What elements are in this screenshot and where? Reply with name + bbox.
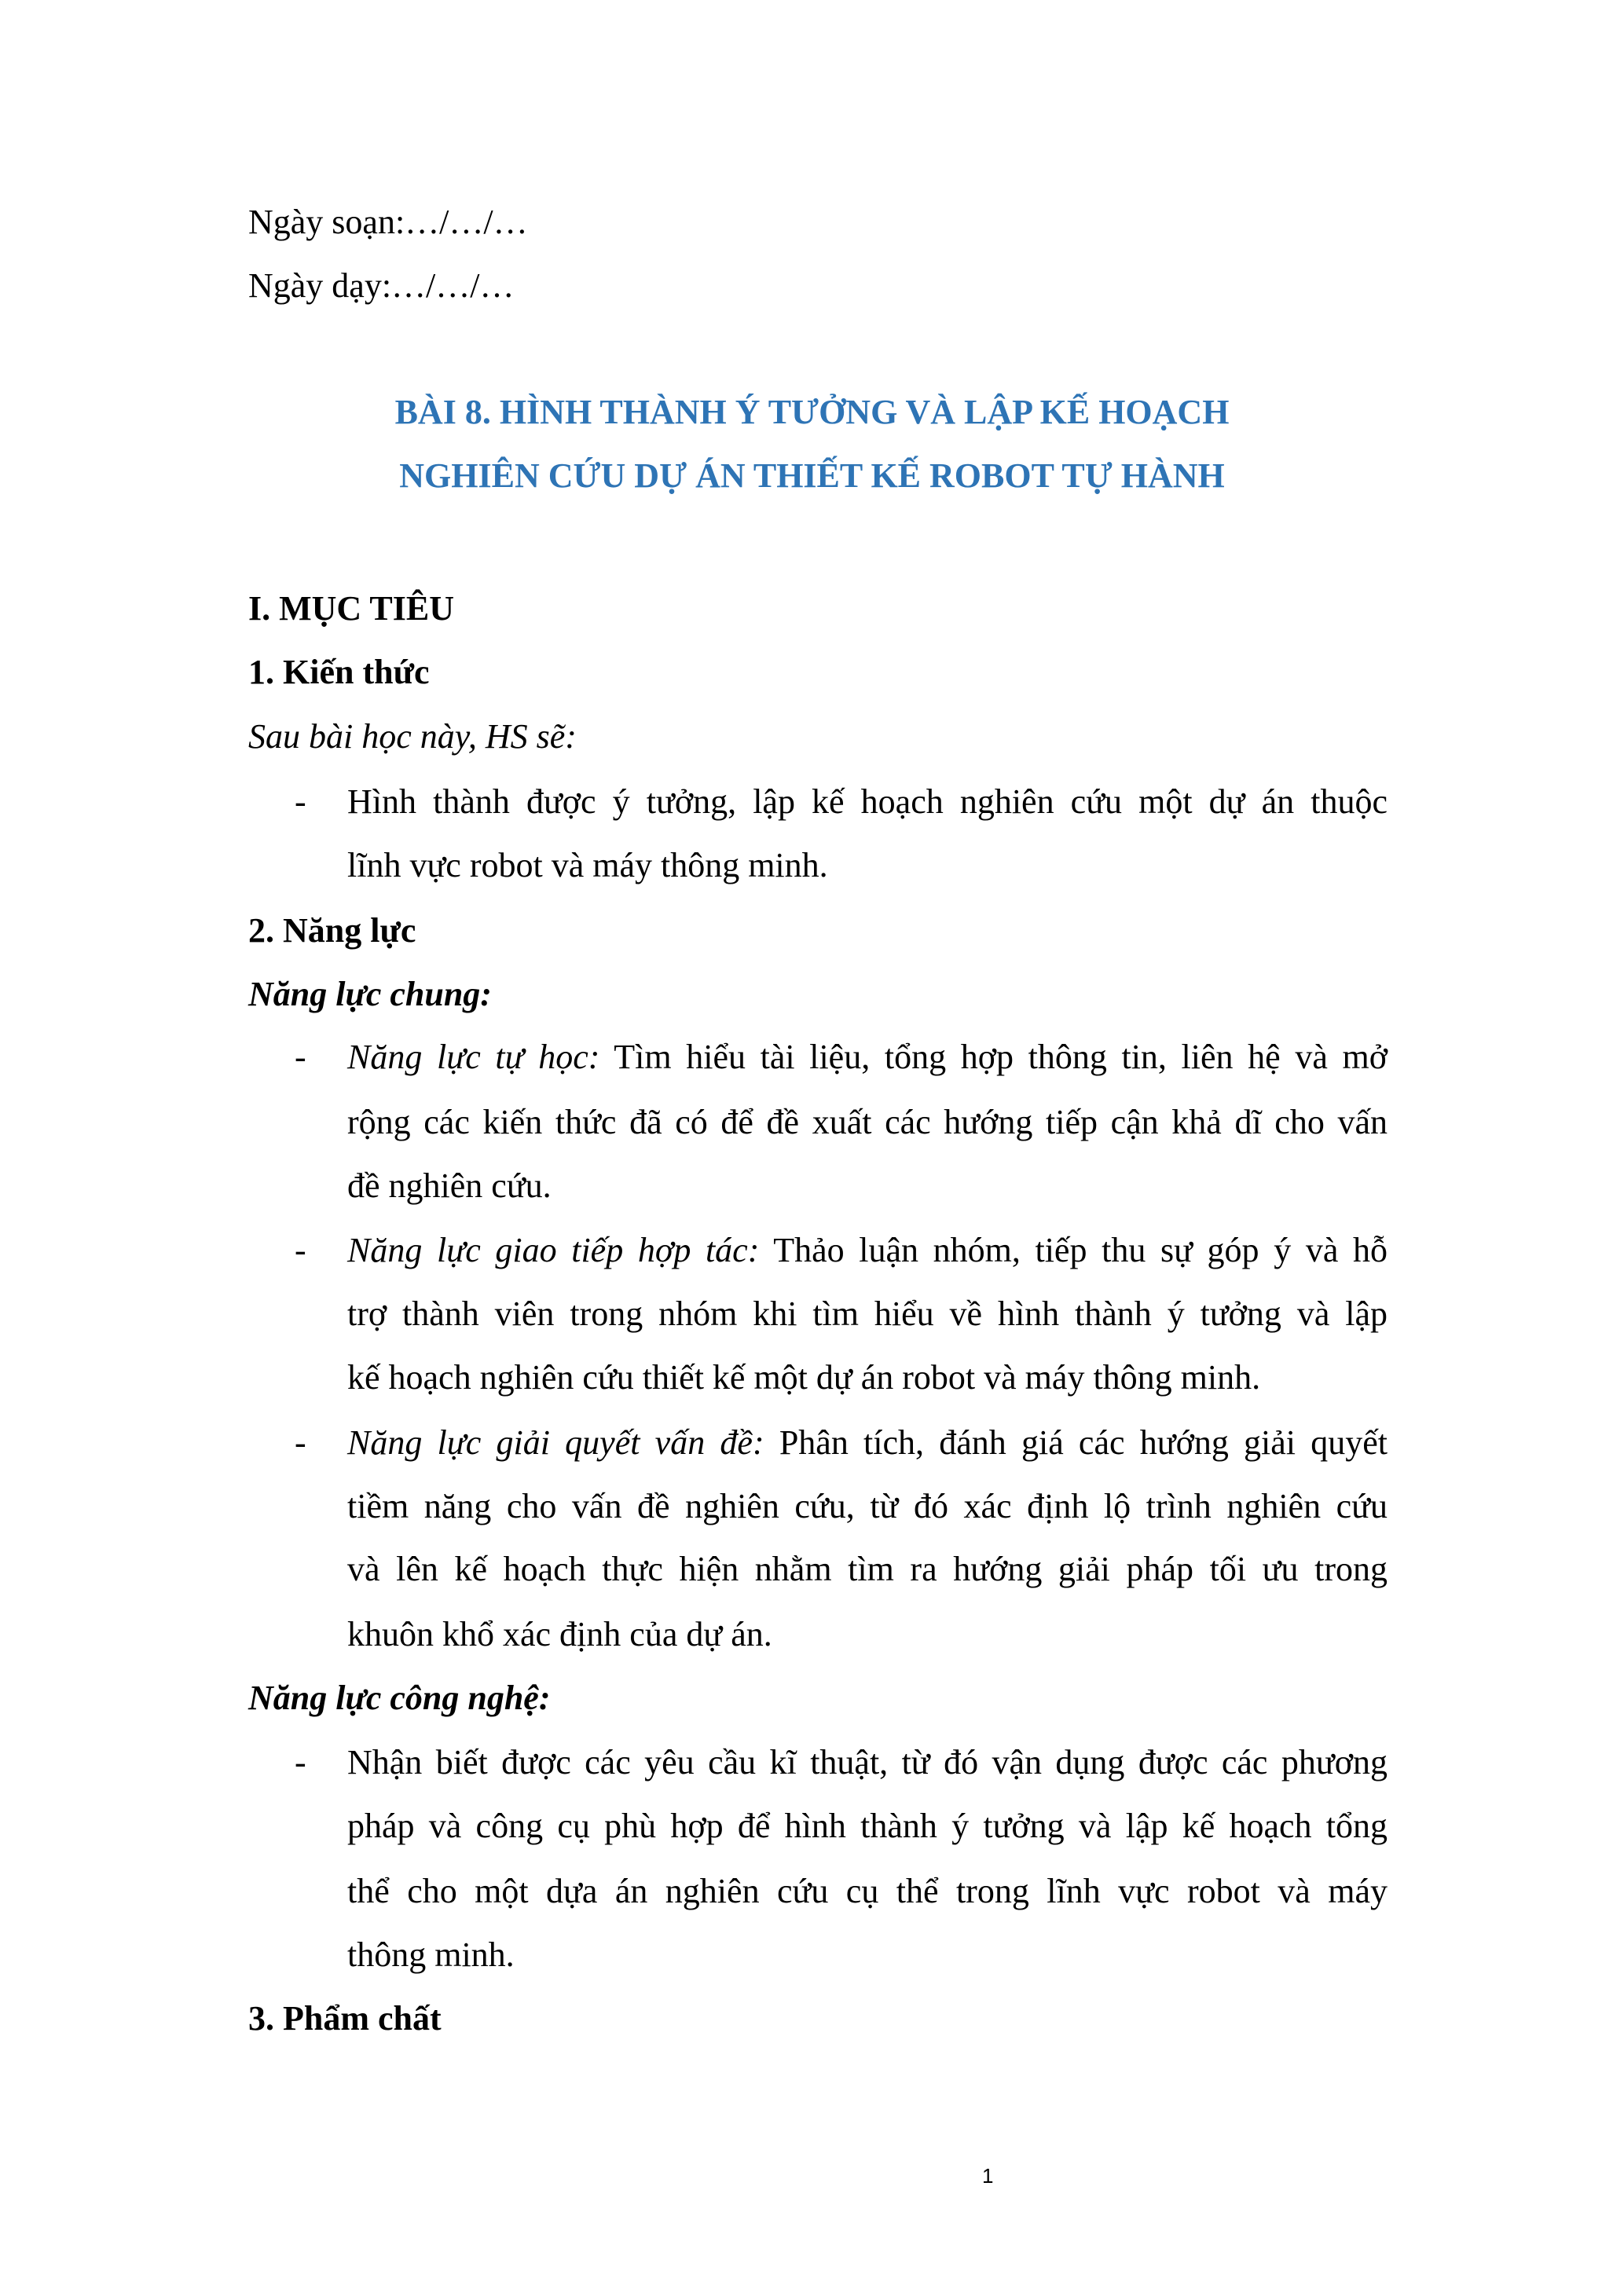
- competency-item-line: đề nghiên cứu.: [347, 1166, 552, 1205]
- competency-item-line: [347, 1411, 1388, 1474]
- section-heading-objectives: I. MỤC TIÊU: [248, 589, 455, 628]
- lesson-title-line-2: NGHIÊN CỨU DỰ ÁN THIẾT KẾ ROBOT TỰ HÀNH: [399, 456, 1225, 495]
- subheading-knowledge: 1. Kiến thức: [248, 653, 430, 691]
- competency-item-line: khuôn khổ xác định của dự án.: [347, 1615, 772, 1653]
- competency-item-line: và lên kế hoạch thực hiện nhằm tìm ra hướng giải pháp tối ưu trong: [347, 1550, 1388, 1588]
- competency-item-line: [347, 1218, 1388, 1282]
- page-number: 1: [982, 2164, 994, 2188]
- competency-item-line: [347, 1025, 1388, 1089]
- knowledge-item-line: lĩnh vực robot và máy thông minh.: [347, 846, 828, 884]
- competency-label: Năng lực giao tiếp hợp tác:: [347, 1231, 760, 1269]
- competency-item-line: tiềm năng cho vấn đề nghiên cứu, từ đó xác định lộ trình nghiên cứu: [347, 1487, 1388, 1525]
- competency-text: Tìm hiểu tài liệu, tổng hợp thông tin, liên hệ và mở: [599, 1038, 1388, 1076]
- bullet-dash: -: [295, 1423, 306, 1462]
- competency-item-line: rộng các kiến thức đã có để đề xuất các hướng tiếp cận khả dĩ cho vấn: [347, 1103, 1388, 1141]
- tech-competency-heading: Năng lực công nghệ:: [248, 1679, 551, 1717]
- competency-label: Năng lực tự học:: [347, 1038, 600, 1076]
- bullet-dash: -: [295, 782, 306, 821]
- date-prepared: Ngày soạn:…/…/…: [248, 203, 528, 241]
- competency-label: Năng lực giải quyết vấn đề:: [347, 1423, 764, 1462]
- knowledge-intro: Sau bài học này, HS sẽ:: [248, 717, 577, 756]
- date-taught: Ngày dạy:…/…/…: [248, 266, 515, 305]
- general-competency-heading: Năng lực chung:: [248, 975, 492, 1013]
- lesson-title-line-1: BÀI 8. HÌNH THÀNH Ý TƯỞNG VÀ LẬP KẾ HOẠCH: [394, 393, 1230, 431]
- competency-text: Thảo luận nhóm, tiếp thu sự góp ý và hỗ: [759, 1231, 1388, 1269]
- competency-item-line: trợ thành viên trong nhóm khi tìm hiểu về hình thành ý tưởng và lập: [347, 1294, 1388, 1333]
- tech-item-line: thể cho một dựa án nghiên cứu cụ thể trong lĩnh vực robot và máy: [347, 1872, 1388, 1910]
- competency-text: Phân tích, đánh giá các hướng giải quyết: [764, 1423, 1388, 1462]
- tech-item-line: thông minh.: [347, 1935, 515, 1974]
- bullet-dash: -: [295, 1038, 306, 1076]
- bullet-dash: -: [295, 1231, 306, 1269]
- subheading-qualities: 3. Phẩm chất: [248, 1999, 442, 2038]
- competency-item-line: kế hoạch nghiên cứu thiết kế một dự án robot và máy thông minh.: [347, 1358, 1261, 1397]
- bullet-dash: -: [295, 1743, 306, 1782]
- tech-item-line: Nhận biết được các yêu cầu kĩ thuật, từ đó vận dụng được các phương: [347, 1743, 1388, 1782]
- knowledge-item-line: Hình thành được ý tưởng, lập kế hoạch nghiên cứu một dự án thuộc: [347, 782, 1388, 821]
- subheading-competency: 2. Năng lực: [248, 911, 416, 950]
- tech-item-line: pháp và công cụ phù hợp để hình thành ý tưởng và lập kế hoạch tổng: [347, 1807, 1388, 1845]
